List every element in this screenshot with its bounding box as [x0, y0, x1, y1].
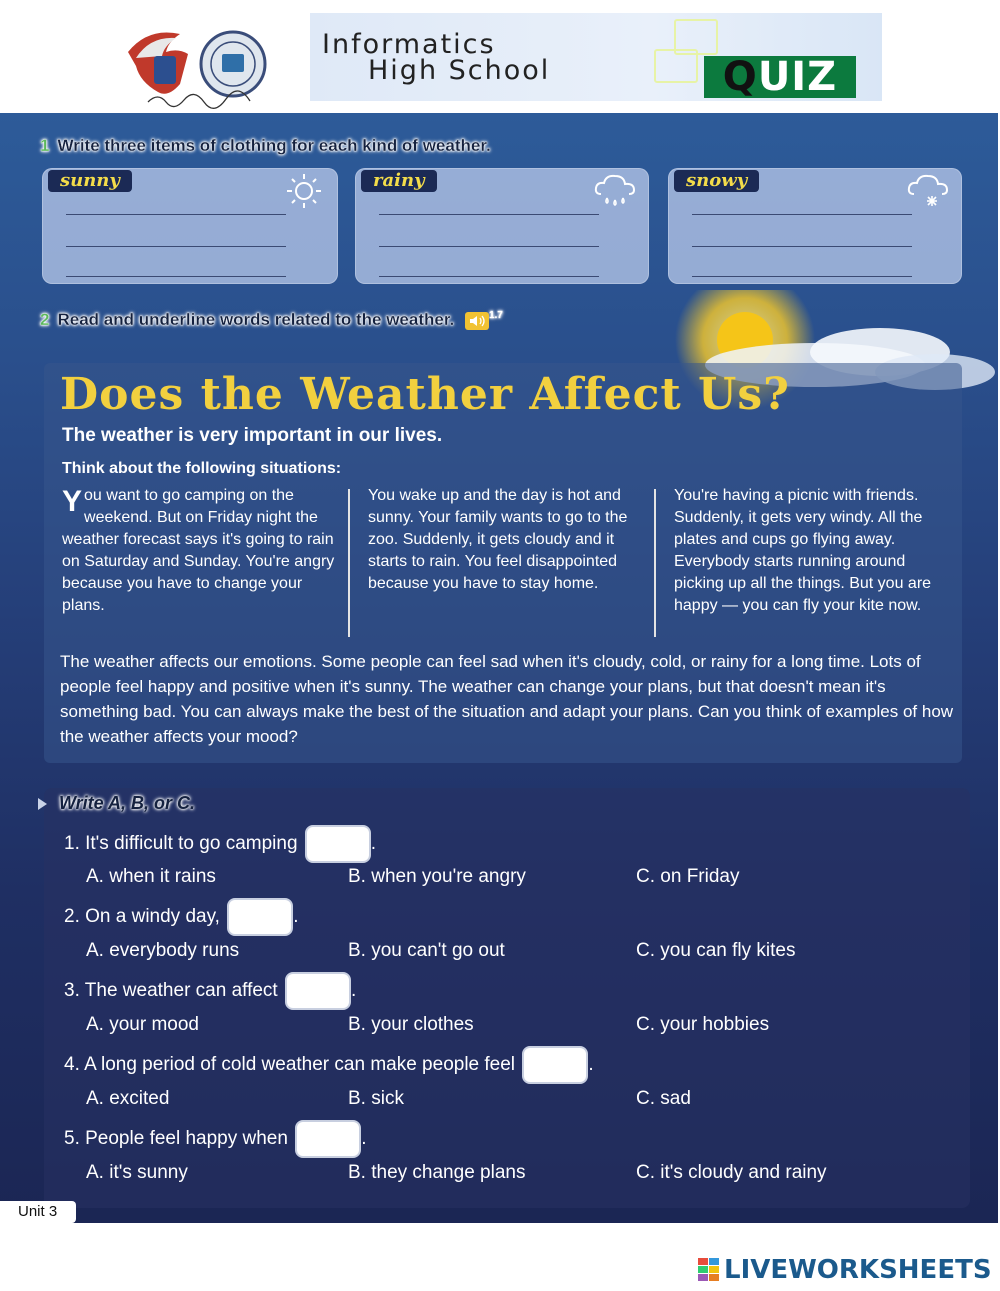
- unit-tag: Unit 3: [0, 1201, 76, 1223]
- reading-passage: [44, 363, 962, 763]
- question-1-period: .: [370, 833, 377, 855]
- answer-line[interactable]: [692, 214, 912, 215]
- question-4: [64, 1046, 594, 1084]
- sunny-box: [42, 168, 338, 284]
- q1-option-b: B. when you're angry: [348, 866, 526, 887]
- sun-icon: [282, 172, 326, 210]
- sunny-label: sunny: [48, 170, 132, 192]
- question-5-period: .: [361, 1128, 367, 1150]
- answer-line[interactable]: [692, 246, 912, 247]
- question-4-period: .: [588, 1054, 594, 1076]
- q2-option-b: B. you can't go out: [348, 940, 505, 961]
- q1-option-c: C. on Friday: [636, 866, 740, 887]
- exercise1-number: 1: [40, 136, 50, 155]
- situation-1: You want to go camping on the weekend. But on Friday night the weather forecast says it's going to rain on Saturday and Sunday. You're angry because you have to change your plans.: [62, 485, 335, 614]
- question-1-text: 1. It's difficult to go camping: [64, 833, 298, 855]
- answer-line[interactable]: [66, 276, 286, 277]
- q4-option-c: C. sad: [636, 1088, 691, 1109]
- rain-cloud-icon: [593, 172, 637, 210]
- reading-title: Does the Weather Affect Us?: [60, 369, 790, 420]
- exercise1-heading: [40, 136, 491, 156]
- answer-box-1[interactable]: [305, 825, 371, 863]
- q3-option-c: C. your hobbies: [636, 1014, 770, 1035]
- snowy-label: snowy: [674, 170, 759, 192]
- question-2-text: 2. On a windy day,: [64, 906, 220, 928]
- liveworksheets-brand: LIVEWORKSHEETS: [724, 1255, 992, 1285]
- school-name-line2: High School: [368, 55, 551, 86]
- column-divider: [348, 489, 350, 637]
- situation-2: You wake up and the day is hot and sunny. Your family wants to go to the zoo. Suddenly, it gets cloudy and it starts to rain. You feel disappointed because you have to stay home.: [368, 487, 628, 592]
- question-5-text: 5. People feel happy when: [64, 1128, 288, 1150]
- rainy-box: [355, 168, 649, 284]
- reading-summary: The weather affects our emotions. Some people can feel sad when it's cloudy, cold, or rainy for a long time. Lots of people feel happy and positive when it's sunny. The weather can change your plans, but that doesn't mean it's something bad. You can always make the best of the situation and adapt your plans. Can you think of examples of how the weather affects your mood?: [60, 652, 954, 746]
- question-4-text: 4. A long period of cold weather can make people feel: [64, 1054, 516, 1076]
- q5-option-a: A. it's sunny: [86, 1162, 188, 1183]
- exercise2-instruction: Read and underline words related to the weather.: [57, 310, 455, 329]
- triangle-bullet-icon: [38, 798, 47, 810]
- audio-track-number: 1.7: [488, 310, 503, 321]
- think-heading: Think about the following situations:: [62, 460, 342, 477]
- q2-option-a: A. everybody runs: [86, 940, 240, 961]
- exercise1-instruction: Write three items of clothing for each kind of weather.: [57, 136, 491, 155]
- q3-option-b: B. your clothes: [348, 1014, 474, 1035]
- q2-option-c: C. you can fly kites: [636, 940, 796, 961]
- decorative-square: [654, 49, 698, 83]
- q1-option-a: A. when it rains: [86, 866, 216, 887]
- snowy-box: [668, 168, 962, 284]
- answer-line[interactable]: [66, 214, 286, 215]
- school-name-line1: Informatics: [322, 29, 496, 60]
- question-3: [64, 972, 356, 1010]
- q4-option-b: B. sick: [348, 1088, 404, 1109]
- school-banner: [310, 13, 882, 101]
- q5-option-c: C. it's cloudy and rainy: [636, 1162, 827, 1183]
- quiz-label: QUIZ: [704, 56, 856, 98]
- question-3-text: 3. The weather can affect: [64, 980, 278, 1002]
- reading-subtitle: The weather is very important in our lives.: [62, 425, 443, 446]
- answer-box-3[interactable]: [285, 972, 351, 1010]
- q4-option-a: A. excited: [86, 1088, 170, 1109]
- answer-line[interactable]: [379, 276, 599, 277]
- q3-option-a: A. your mood: [86, 1014, 199, 1035]
- exercise2-heading: [40, 310, 503, 330]
- answer-box-4[interactable]: [522, 1046, 588, 1084]
- answer-box-5[interactable]: [295, 1120, 361, 1158]
- quiz-instruction-text: Write A, B, or C.: [59, 793, 196, 813]
- question-2-period: .: [293, 906, 299, 928]
- rainy-label: rainy: [361, 170, 437, 192]
- column-divider: [654, 489, 656, 637]
- question-3-period: .: [351, 980, 357, 1002]
- question-5: [64, 1120, 367, 1158]
- audio-speaker-icon[interactable]: [465, 312, 489, 330]
- answer-line[interactable]: [692, 276, 912, 277]
- answer-line[interactable]: [379, 246, 599, 247]
- question-1: [64, 825, 376, 863]
- school-logo: [118, 22, 298, 112]
- situation-3: You're having a picnic with friends. Suddenly, it gets very windy. All the plates and cups go flying away. Everybody starts running around picking up all the things. But you are happy — you can fly your kite now.: [674, 487, 932, 614]
- liveworksheets-logo-icon: [698, 1258, 720, 1282]
- question-2: [64, 898, 299, 936]
- answer-box-2[interactable]: [227, 898, 293, 936]
- answer-line[interactable]: [66, 246, 286, 247]
- exercise2-number: 2: [40, 310, 50, 329]
- q5-option-b: B. they change plans: [348, 1162, 526, 1183]
- answer-line[interactable]: [379, 214, 599, 215]
- snow-cloud-icon: [906, 172, 950, 210]
- quiz-instruction: [38, 793, 195, 814]
